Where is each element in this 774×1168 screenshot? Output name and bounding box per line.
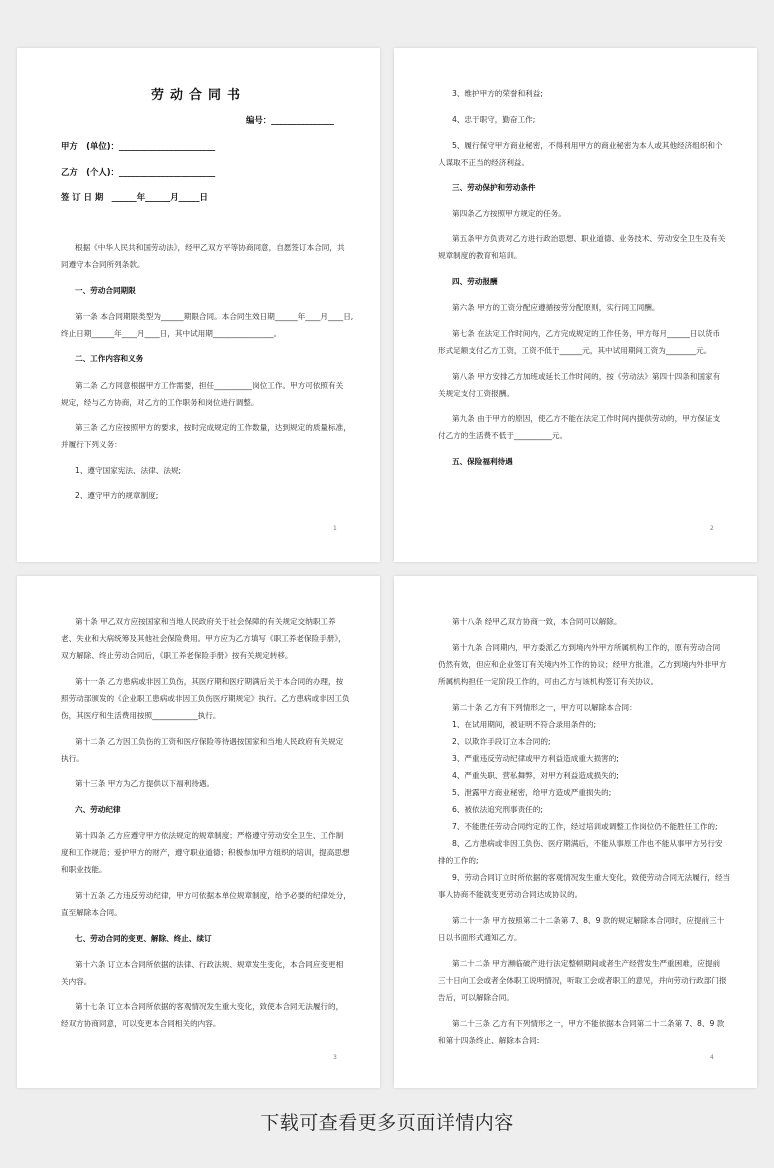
text-line: 排的工作的; (438, 856, 479, 865)
text-line: 同遵守本合同所列条款。 (61, 260, 145, 269)
text-line: 第四条乙方按照甲方规定的任务。 (452, 209, 566, 218)
section-heading: 四、劳动报酬 (452, 277, 498, 286)
text-line: 规章制度的教育和培训。 (438, 251, 522, 260)
download-more-prompt[interactable]: 下载可查看更多页面详情内容 (260, 1112, 514, 1134)
text-line: 和职业技能。 (61, 865, 107, 874)
text-line: 第六条 甲方的工资分配应遵循按劳分配原则，实行同工同酬。 (452, 303, 660, 312)
text-line: 第二十一条 甲方按照第二十二条第 7、8、9 款的规定解除本合同时，应提前三十 (452, 916, 725, 925)
page-number: 1 (333, 525, 337, 532)
section-heading: 二、工作内容和义务 (75, 354, 144, 363)
text-line: 直至解除本合同。 (61, 908, 122, 917)
section-heading: 一、劳动合同期限 (75, 286, 136, 295)
text-line: 经双方协商同意，可以变更本合同相关的内容。 (61, 1019, 221, 1028)
text-line: 第十四条 乙方应遵守甲方依法规定的规章制度；严格遵守劳动安全卫生、工作制 (75, 831, 344, 840)
text-line: 第五条甲方负责对乙方进行政治思想、职业道德、业务技术、劳动安全卫生及有关 (452, 234, 726, 243)
list-item: 2、以欺诈手段订立本合同的; (452, 737, 551, 746)
text-line: 三十日向工会或者全体职工说明情况，听取工会或者职工的意见，并向劳动行政部门报 (438, 976, 727, 985)
page-number: 2 (710, 525, 714, 532)
text-line: 第十九条 合同期内，甲方委派乙方到境内外甲方所属机构工作的，原有劳动合同 (452, 643, 721, 652)
text-line: 第二十三条 乙方有下列情形之一，甲方不能依据本合同第二十二条第 7、8、9 款 (452, 1019, 725, 1028)
text-line: 第十七条 订立本合同所依据的客观情况发生重大变化，致使本合同无法履行的， (75, 1002, 344, 1011)
section-heading: 五、保险福利待遇 (452, 457, 513, 466)
text-line: 终止日期______年____月____日，其中试用期________________。 (61, 329, 282, 338)
list-item: 1、遵守国家宪法、法律、法规; (75, 466, 182, 475)
text-line: 第二条 乙方同意根据甲方工作需要，担任__________岗位工作。甲方可依照有关 (75, 381, 344, 390)
party-a-field: 甲方 (单位)：_______________________ (61, 141, 216, 151)
text-line: 第一条 本合同期限类型为______期限合同。本合同生效日期______年____月____日, (75, 312, 354, 321)
list-item: 5、泄露甲方商业秘密，给甲方造成严重损失的; (452, 788, 612, 797)
list-item: 5、履行保守甲方商业秘密，不得利用甲方的商业秘密为本人或其他经济组织和个 (452, 141, 723, 150)
list-item: 3、维护甲方的荣誉和利益; (452, 89, 543, 98)
text-line: 规定，经与乙方协商，对乙方的工作职务和岗位进行调整。 (61, 398, 259, 407)
contract-number-field: 编号：_______________ (246, 115, 334, 125)
text-line: 告后，可以解除合同。 (438, 993, 514, 1002)
text-line: 第十二条 乙方因工负伤的工资和医疗保险等待遇按国家和当地人民政府有关规定 (75, 737, 344, 746)
text-line: 第二十二条 甲方濒临破产进行法定整顿期间或者生产经营发生严重困难，应提前 (452, 959, 721, 968)
text-line: 和第十四条终止、解除本合同: (438, 1036, 540, 1045)
text-line: 关内容。 (61, 977, 92, 986)
text-line: 第三条 乙方应按照甲方的要求，按时完成规定的工作数量，达到规定的质量标准， (75, 423, 351, 432)
list-item: 4、严重失职、营私舞弊，对甲方利益造成损失的; (452, 771, 619, 780)
sign-date-field: 签 订 日 期 ______年______月_____日 (61, 192, 208, 202)
text-line: 第十六条 订立本合同所依据的法律、行政法规、规章发生变化，本合同应变更相 (75, 960, 344, 969)
document-title: 劳动合同书 (150, 88, 246, 103)
document-page-4 (394, 576, 757, 1088)
text-line: 形式足额支付乙方工资，工资不低于______元，其中试用期间工资为________元。 (438, 346, 712, 355)
text-line: 第十三条 甲方为乙方提供以下福利待遇。 (75, 779, 215, 788)
text-line: 人谋取不正当的经济利益。 (438, 158, 530, 167)
text-line: 度和工作规范；爱护甲方的财产，遵守职业道德；积极参加甲方组织的培训，提高思想 (61, 848, 350, 857)
text-line: 日以书面形式通知乙方。 (438, 933, 522, 942)
page-number: 4 (710, 1054, 714, 1061)
text-line: 双方解除、终止劳动合同后，《职工养老保险手册》按有关规定转移。 (61, 651, 293, 660)
text-line: 事人协商不能就变更劳动合同达成协议的。 (438, 890, 583, 899)
list-item: 7、不能胜任劳动合同约定的工作，经过培训或调整工作岗位仍不能胜任工作的; (452, 822, 718, 831)
list-item: 2、遵守甲方的规章制度; (75, 491, 159, 500)
text-line: 伤，其医疗和生活费用按照____________执行。 (61, 711, 221, 720)
text-line: 第十五条 乙方违反劳动纪律，甲方可依据本单位规章制度，给予必要的纪律处分， (75, 891, 351, 900)
section-heading: 六、劳动纪律 (75, 805, 121, 814)
list-item: 8、乙方患病或非因工负伤、医疗期满后，不能从事原工作也不能从事甲方另行安 (452, 839, 723, 848)
page-number: 3 (333, 1054, 337, 1061)
text-line: 老、失业和大病统筹及其他社会保险费用。甲方应为乙方填写《职工养老保险手册》， (61, 634, 346, 643)
text-line: 所属机构担任一定阶段工作的，可由乙方与该机构签订有关协议。 (438, 677, 659, 686)
text-line: 根据《中华人民共和国劳动法》，经甲乙双方平等协商同意，自愿签订本合同，共 (75, 243, 345, 252)
document-page-3 (17, 576, 380, 1088)
text-line: 第七条 在法定工作时间内，乙方完成规定的工作任务，甲方每月______日以货币 (452, 329, 721, 338)
text-line: 关规定支付工资报酬。 (438, 389, 514, 398)
list-item: 4、忠于职守，勤奋工作; (452, 115, 536, 124)
text-line: 仍然有效，但应和企业签订有关境内外工作的协议；经甲方批准，乙方到境内外非甲方 (438, 660, 727, 669)
document-page-1 (17, 48, 380, 562)
list-item: 6、被依法追究刑事责任的; (452, 805, 543, 814)
text-line: 并履行下列义务： (61, 440, 122, 449)
text-line: 第九条 由于甲方的原因，使乙方不能在法定工作时间内提供劳动的，甲方保证支 (452, 414, 721, 423)
list-item: 3、严重违反劳动纪律或甲方利益造成重大损害的; (452, 754, 619, 763)
text-line: 第十条 甲乙双方应按国家和当地人民政府关于社会保障的有关规定交纳职工养 (75, 617, 336, 626)
text-line: 付乙方的生活费不低于__________元。 (438, 431, 568, 440)
document-page-2 (394, 48, 757, 562)
text-line: 照劳动部颁发的《企业职工患病或非因工负伤医疗期规定》执行。乙方患病或非因工负 (61, 694, 350, 703)
text-line: 第二十条 乙方有下列情形之一，甲方可以解除本合同： (452, 703, 637, 712)
text-line: 执行。 (61, 754, 84, 763)
section-heading: 三、劳动保护和劳动条件 (452, 183, 536, 192)
text-line: 第八条 甲方安排乙方加班或延长工作时间的，按《劳动法》第四十四条和国家有 (452, 372, 721, 381)
list-item: 9、劳动合同订立时所依据的客观情况发生重大变化，致使劳动合同无法履行，经当 (452, 873, 731, 882)
section-heading: 七、劳动合同的变更、解除、终止、续订 (75, 934, 212, 943)
party-b-field: 乙方 (个人)：_______________________ (61, 167, 216, 177)
text-line: 第十一条 乙方患病或非因工负伤，其医疗期和医疗期满后关于本合同的办理，按 (75, 677, 344, 686)
list-item: 1、在试用期间，被证明不符合录用条件的; (452, 720, 597, 729)
text-line: 第十八条 经甲乙双方协商一致，本合同可以解除。 (452, 617, 622, 626)
